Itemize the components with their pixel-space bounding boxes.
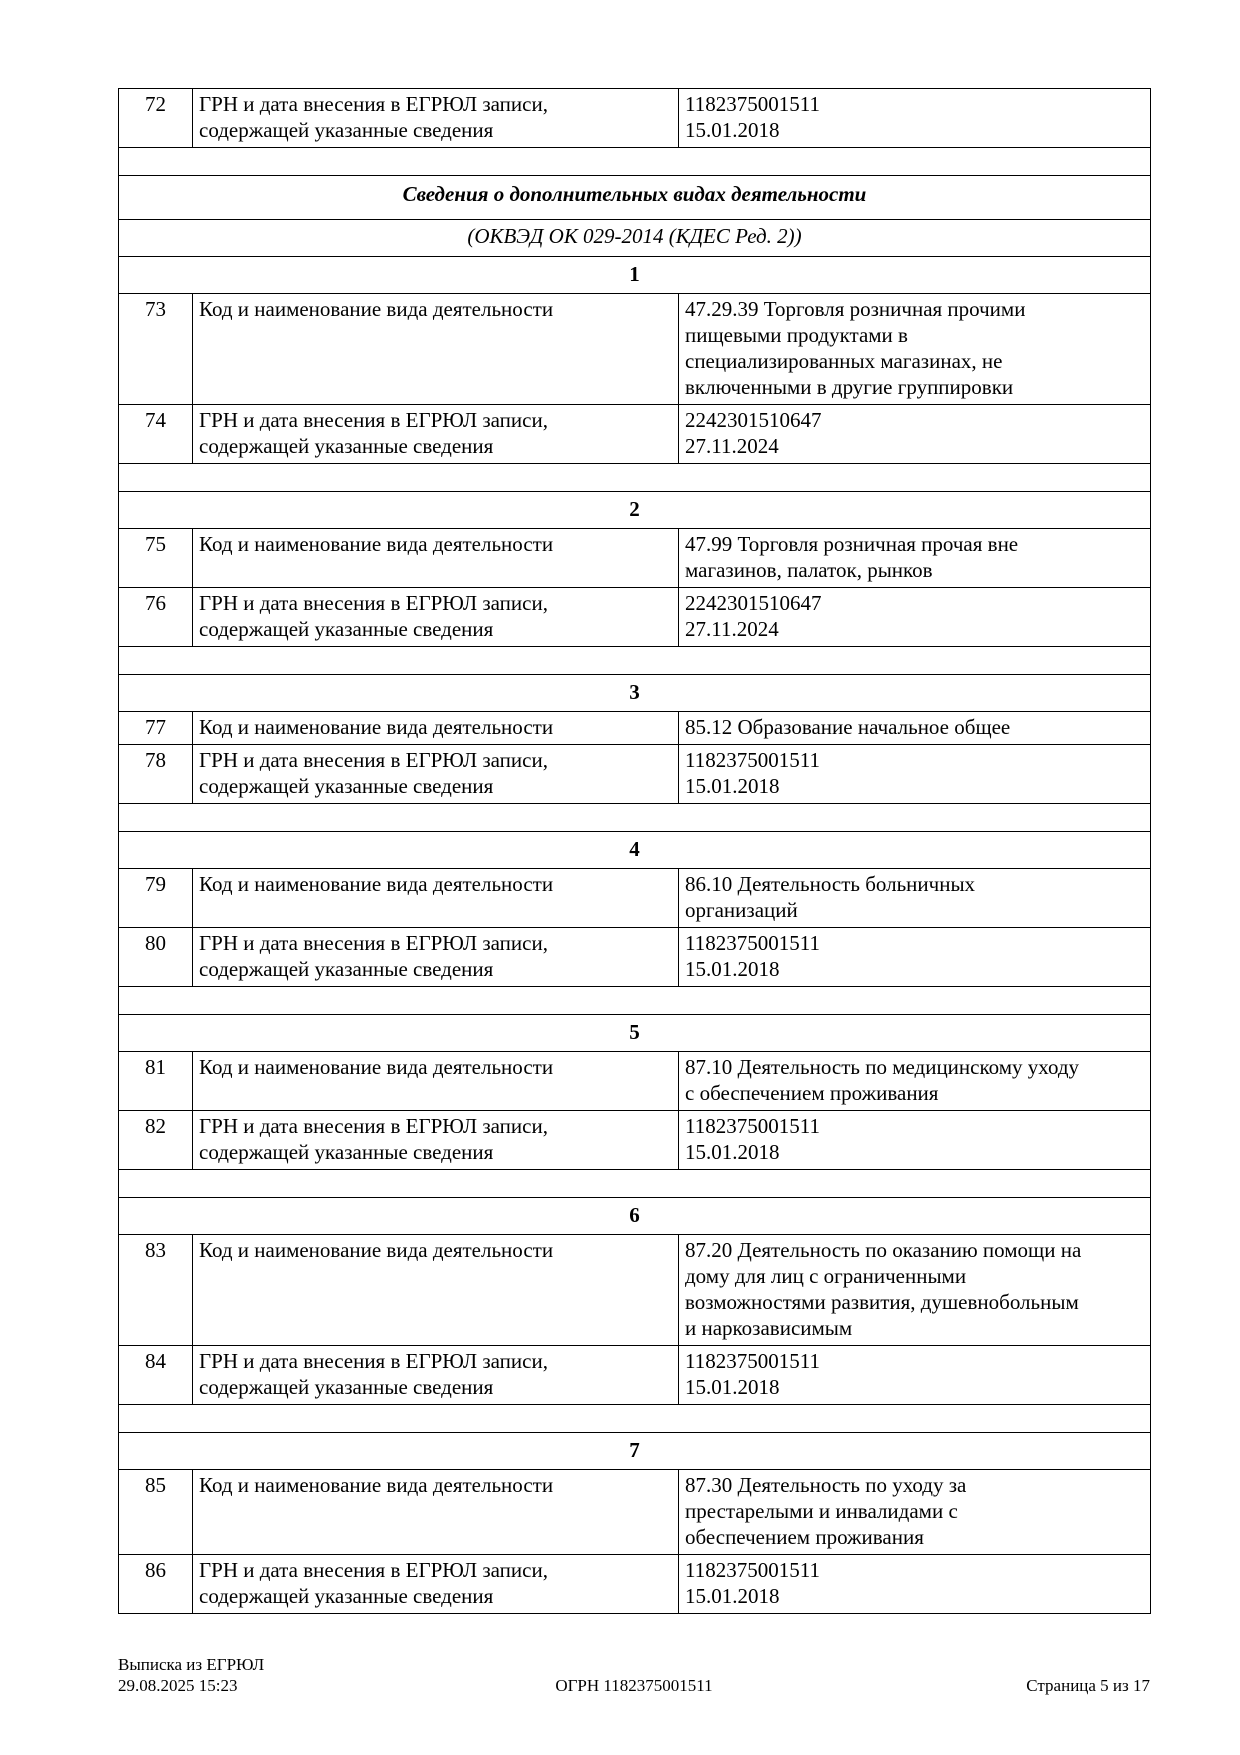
text-line: 47.99 Торговля розничная прочая вне bbox=[685, 532, 1019, 556]
row-index-cell bbox=[119, 1555, 193, 1614]
section-number-cell: 3 bbox=[119, 675, 1151, 712]
text-line: включенными в другие группировки bbox=[685, 375, 1014, 399]
row-index-cell bbox=[119, 1346, 193, 1405]
table-row-number bbox=[119, 1433, 1151, 1470]
text-line: ГРН и дата внесения в ЕГРЮЛ записи, bbox=[199, 1114, 548, 1138]
row-value-cell bbox=[679, 588, 1151, 647]
table-row-75 bbox=[119, 529, 1151, 588]
text-line: 73 bbox=[145, 297, 166, 321]
text-line: 79 bbox=[145, 872, 166, 896]
footer-doc-title: Выписка из ЕГРЮЛ bbox=[118, 1655, 265, 1674]
row-index-cell bbox=[119, 294, 193, 405]
text-line: Код и наименование вида деятельности bbox=[199, 715, 554, 739]
text-line: и наркозависимым bbox=[685, 1316, 853, 1340]
table-row-76 bbox=[119, 588, 1151, 647]
row-index-cell bbox=[119, 1111, 193, 1170]
text-line: Код и наименование вида деятельности bbox=[199, 297, 554, 321]
row-label-cell bbox=[193, 405, 679, 464]
row-value-cell bbox=[679, 529, 1151, 588]
text-line: специализированных магазинах, не bbox=[685, 349, 1003, 373]
row-label-cell bbox=[193, 1052, 679, 1111]
row-label-cell bbox=[193, 588, 679, 647]
text-line: 86.10 Деятельность больничных bbox=[685, 872, 976, 896]
text-line: Код и наименование вида деятельности bbox=[199, 1238, 554, 1262]
text-line: 27.11.2024 bbox=[685, 617, 779, 641]
text-line: 15.01.2018 bbox=[685, 118, 780, 142]
row-label-cell bbox=[193, 1111, 679, 1170]
text-line: 84 bbox=[145, 1349, 166, 1373]
row-value-cell bbox=[679, 869, 1151, 928]
text-line: 85 bbox=[145, 1473, 166, 1497]
table-row-number bbox=[119, 1015, 1151, 1052]
text-line: возможностями развития, душевнобольным bbox=[685, 1290, 1079, 1314]
table-row-number bbox=[119, 257, 1151, 294]
row-index-cell bbox=[119, 89, 193, 148]
text-line: дому для лиц с ограниченными bbox=[685, 1264, 967, 1288]
row-label-cell bbox=[193, 1235, 679, 1346]
row-index-cell bbox=[119, 1052, 193, 1111]
row-label-cell bbox=[193, 712, 679, 745]
row-label-cell bbox=[193, 529, 679, 588]
text-line: содержащей указанные сведения bbox=[199, 1584, 494, 1608]
table-row-83 bbox=[119, 1235, 1151, 1346]
table-row-77 bbox=[119, 712, 1151, 745]
row-index-cell bbox=[119, 588, 193, 647]
footer-ogrn: ОГРН 1182375001511 bbox=[555, 1676, 713, 1695]
text-line: ГРН и дата внесения в ЕГРЮЛ записи, bbox=[199, 92, 548, 116]
spacer-cell bbox=[119, 1170, 1151, 1198]
text-line: 87.20 Деятельность по оказанию помощи на bbox=[685, 1238, 1082, 1262]
row-label-cell bbox=[193, 869, 679, 928]
table-row-spacer bbox=[119, 804, 1151, 832]
spacer-cell bbox=[119, 464, 1151, 492]
text-line: содержащей указанные сведения bbox=[199, 434, 494, 458]
row-label-cell bbox=[193, 294, 679, 405]
spacer-cell bbox=[119, 148, 1151, 176]
row-index-cell bbox=[119, 529, 193, 588]
text-line: 76 bbox=[145, 591, 166, 615]
row-value-cell bbox=[679, 1346, 1151, 1405]
text-line: ГРН и дата внесения в ЕГРЮЛ записи, bbox=[199, 748, 548, 772]
text-line: 15.01.2018 bbox=[685, 1140, 780, 1164]
row-value-cell bbox=[679, 294, 1151, 405]
table-row-spacer bbox=[119, 1170, 1151, 1198]
text-line: ГРН и дата внесения в ЕГРЮЛ записи, bbox=[199, 1558, 548, 1582]
section-number-cell: 1 bbox=[119, 257, 1151, 294]
text-line: 87.30 Деятельность по уходу за bbox=[685, 1473, 967, 1497]
text-line: 85.12 Образование начальное общее bbox=[685, 715, 1011, 739]
text-line: 47.29.39 Торговля розничная прочими bbox=[685, 297, 1026, 321]
table-row-number bbox=[119, 832, 1151, 869]
table-row-84 bbox=[119, 1346, 1151, 1405]
row-value-cell bbox=[679, 405, 1151, 464]
table-row-spacer bbox=[119, 1405, 1151, 1433]
section-subtitle-cell: (ОКВЭД ОК 029-2014 (КДЕС Ред. 2)) bbox=[119, 220, 1151, 257]
text-line: Код и наименование вида деятельности bbox=[199, 1473, 554, 1497]
row-value-cell bbox=[679, 1111, 1151, 1170]
row-index-cell bbox=[119, 405, 193, 464]
row-label-cell bbox=[193, 928, 679, 987]
spacer-cell bbox=[119, 804, 1151, 832]
table-row-74 bbox=[119, 405, 1151, 464]
table-row-number bbox=[119, 492, 1151, 529]
text-line: 80 bbox=[145, 931, 166, 955]
text-line: 77 bbox=[145, 715, 166, 739]
section-number-cell: 4 bbox=[119, 832, 1151, 869]
row-value-cell bbox=[679, 928, 1151, 987]
text-line: 2242301510647 bbox=[685, 408, 822, 432]
text-line: с обеспечением проживания bbox=[685, 1081, 939, 1105]
row-value-cell bbox=[679, 1235, 1151, 1346]
text-line: 83 bbox=[145, 1238, 166, 1262]
table-row-spacer bbox=[119, 987, 1151, 1015]
section-number-cell: 6 bbox=[119, 1198, 1151, 1235]
footer-timestamp: 29.08.2025 15:23 bbox=[118, 1676, 238, 1695]
text-line: содержащей указанные сведения bbox=[199, 1140, 494, 1164]
text-line: ГРН и дата внесения в ЕГРЮЛ записи, bbox=[199, 1349, 548, 1373]
row-index-cell bbox=[119, 712, 193, 745]
footer-page-info: Страница 5 из 17 bbox=[1026, 1676, 1150, 1695]
table-row-number bbox=[119, 1198, 1151, 1235]
text-line: 1182375001511 bbox=[685, 1114, 820, 1138]
row-index-cell bbox=[119, 928, 193, 987]
text-line: Код и наименование вида деятельности bbox=[199, 872, 554, 896]
row-value-cell bbox=[679, 1052, 1151, 1111]
text-line: престарелыми и инвалидами с bbox=[685, 1499, 958, 1523]
text-line: 1182375001511 bbox=[685, 1349, 820, 1373]
text-line: 74 bbox=[145, 408, 166, 432]
text-line: 15.01.2018 bbox=[685, 957, 780, 981]
text-line: 87.10 Деятельность по медицинскому уходу bbox=[685, 1055, 1080, 1079]
text-line: 78 bbox=[145, 748, 166, 772]
row-value-cell bbox=[679, 745, 1151, 804]
row-index-cell bbox=[119, 869, 193, 928]
text-line: магазинов, палаток, рынков bbox=[685, 558, 933, 582]
text-line: 1182375001511 bbox=[685, 748, 820, 772]
section-number-cell: 2 bbox=[119, 492, 1151, 529]
row-label-cell bbox=[193, 745, 679, 804]
text-line: 86 bbox=[145, 1558, 166, 1582]
text-line: 15.01.2018 bbox=[685, 1584, 780, 1608]
table-row-78 bbox=[119, 745, 1151, 804]
row-index-cell bbox=[119, 1235, 193, 1346]
row-index-cell bbox=[119, 745, 193, 804]
text-line: 2242301510647 bbox=[685, 591, 822, 615]
text-line: 15.01.2018 bbox=[685, 1375, 780, 1399]
table-row-subtitle bbox=[119, 220, 1151, 257]
text-line: 27.11.2024 bbox=[685, 434, 779, 458]
table-row-73 bbox=[119, 294, 1151, 405]
text-line: ГРН и дата внесения в ЕГРЮЛ записи, bbox=[199, 931, 548, 955]
row-value-cell bbox=[679, 712, 1151, 745]
text-line: содержащей указанные сведения bbox=[199, 774, 494, 798]
table-row-72 bbox=[119, 89, 1151, 148]
spacer-cell bbox=[119, 1405, 1151, 1433]
text-line: содержащей указанные сведения bbox=[199, 118, 494, 142]
text-line: обеспечением проживания bbox=[685, 1525, 924, 1549]
spacer-cell bbox=[119, 987, 1151, 1015]
page-footer bbox=[118, 1650, 1150, 1696]
text-line: пищевыми продуктами в bbox=[685, 323, 908, 347]
row-value-cell bbox=[679, 89, 1151, 148]
text-line: содержащей указанные сведения bbox=[199, 957, 494, 981]
row-index-cell bbox=[119, 1470, 193, 1555]
table-row-title bbox=[119, 176, 1151, 220]
table-body bbox=[119, 89, 1151, 1614]
spacer-cell bbox=[119, 647, 1151, 675]
text-line: 72 bbox=[145, 92, 166, 116]
row-value-cell bbox=[679, 1555, 1151, 1614]
egrul-activities-table bbox=[118, 88, 1151, 1614]
row-label-cell bbox=[193, 1470, 679, 1555]
text-line: Код и наименование вида деятельности bbox=[199, 532, 554, 556]
text-line: 82 bbox=[145, 1114, 166, 1138]
row-label-cell bbox=[193, 89, 679, 148]
section-title-cell: Сведения о дополнительных видах деятельности bbox=[119, 176, 1151, 220]
text-line: 75 bbox=[145, 532, 166, 556]
text-line: содержащей указанные сведения bbox=[199, 617, 494, 641]
text-line: организаций bbox=[685, 898, 798, 922]
table-row-number bbox=[119, 675, 1151, 712]
table-row-79 bbox=[119, 869, 1151, 928]
text-line: ГРН и дата внесения в ЕГРЮЛ записи, bbox=[199, 591, 548, 615]
table-row-80 bbox=[119, 928, 1151, 987]
text-line: 15.01.2018 bbox=[685, 774, 780, 798]
text-line: 1182375001511 bbox=[685, 1558, 820, 1582]
text-line: 81 bbox=[145, 1055, 166, 1079]
table-row-spacer bbox=[119, 148, 1151, 176]
row-label-cell bbox=[193, 1555, 679, 1614]
text-line: ГРН и дата внесения в ЕГРЮЛ записи, bbox=[199, 408, 548, 432]
section-number-cell: 5 bbox=[119, 1015, 1151, 1052]
table-row-spacer bbox=[119, 647, 1151, 675]
table-row-85 bbox=[119, 1470, 1151, 1555]
section-number-cell: 7 bbox=[119, 1433, 1151, 1470]
text-line: Код и наименование вида деятельности bbox=[199, 1055, 554, 1079]
table-row-82 bbox=[119, 1111, 1151, 1170]
text-line: 1182375001511 bbox=[685, 92, 820, 116]
row-label-cell bbox=[193, 1346, 679, 1405]
text-line: содержащей указанные сведения bbox=[199, 1375, 494, 1399]
table-row-spacer bbox=[119, 464, 1151, 492]
text-line: 1182375001511 bbox=[685, 931, 820, 955]
row-value-cell bbox=[679, 1470, 1151, 1555]
table-row-86 bbox=[119, 1555, 1151, 1614]
table-row-81 bbox=[119, 1052, 1151, 1111]
